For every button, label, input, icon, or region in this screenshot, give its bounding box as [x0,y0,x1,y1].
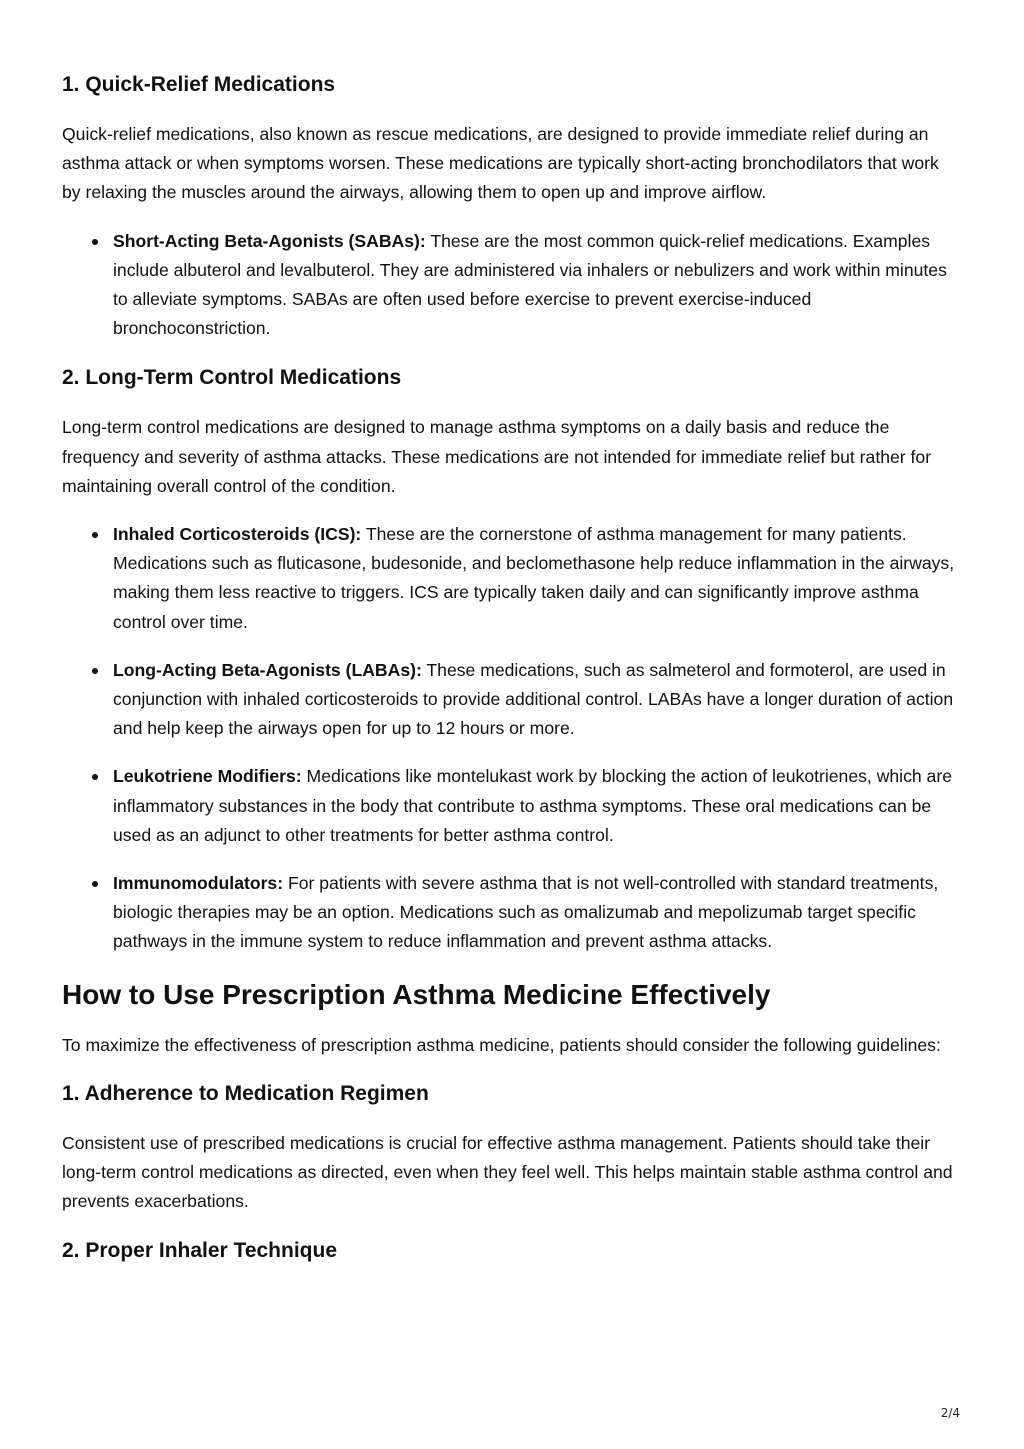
list-long-term [62,520,962,957]
paragraph-long-term: Long-term control medications are designed to manage asthma symptoms on a daily basis and reduce the frequency and severity of asthma attacks. These medications are not intended for immediate relief but rather for maintaining overall control of the condition. [62,417,932,496]
term-labas: Long-Acting Beta-Agonists (LABAs): [113,659,422,680]
list-item-ics [62,520,962,637]
text-sabas: These are the most common quick-relief medications. Examples include albuterol and levalbuterol. They are administered via inhalers or nebulizers and work within minutes to alleviate symptoms. SABAs are often used before exercise to prevent exercise-induced bronchoconstriction. [113,230,947,339]
heading-how-to-use: How to Use Prescription Asthma Medicine Effectively [62,978,771,1010]
paragraph-quick-relief: Quick-relief medications, also known as rescue medications, are designed to provide immediate relief during an asthma attack or when symptoms worsen. These medications are typically short-acting bronchodilators that work by relaxing the muscles around the airways, allowing them to open up and improve airflow. [62,124,939,203]
bullet-icon [92,239,98,245]
bullet-icon [92,774,98,780]
document-page [62,60,962,1265]
heading-inhaler-technique: 2. Proper Inhaler Technique [62,1239,338,1263]
bullet-icon [92,881,98,887]
term-ics: Inhaled Corticosteroids (ICS): [113,524,362,545]
paragraph-how-to-use: To maximize the effectiveness of prescription asthma medicine, patients should consider the following guidelines: [62,1034,941,1055]
term-immunomodulators: Immunomodulators: [113,873,284,894]
heading-long-term: 2. Long-Term Control Medications [62,366,402,390]
list-item-immunomodulators [62,869,962,957]
list-item-sabas [62,227,962,344]
list-item-labas [62,656,962,744]
page-number: 2/4 [940,1406,960,1420]
term-sabas: Short-Acting Beta-Agonists (SABAs): [113,230,426,251]
list-item-leukotriene [62,762,962,850]
text-leukotriene: Medications like montelukast work by blocking the action of leukotrienes, which are inflammatory substances in the body that contribute to asthma symptoms. These oral medications can be used as an adjunct to other treatments for better asthma control. [113,766,952,845]
list-quick-relief [62,227,962,344]
text-labas: These medications, such as salmeterol and formoterol, are used in conjunction with inhaled corticosteroids to provide additional control. LABAs have a longer duration of action and help keep the airways open for up to 12 hours or more. [113,659,954,739]
term-leukotriene: Leukotriene Modifiers: [113,766,302,787]
text-immunomodulators: For patients with severe asthma that is not well-controlled with standard treatments, biologic therapies may be an option. Medications such as omalizumab and mepolizumab target specific pathways in the immune system to reduce inflammation and prevent asthma attacks. [113,873,939,952]
paragraph-adherence: Consistent use of prescribed medications is crucial for effective asthma management. Patients should take their long-term control medications as directed, even when they feel well. This helps maintain stable asthma control and prevents exacerbations. [62,1132,953,1212]
bullet-icon [92,532,98,538]
text-ics: These are the cornerstone of asthma management for many patients. Medications such as fluticasone, budesonide, and beclomethasone help reduce inflammation in the airways, making them less reactive to triggers. ICS are typically taken daily and can significantly improve asthma control over time. [113,524,955,632]
bullet-icon [92,668,98,674]
heading-adherence: 1. Adherence to Medication Regimen [62,1081,429,1105]
heading-quick-relief: 1. Quick-Relief Medications [62,73,336,96]
